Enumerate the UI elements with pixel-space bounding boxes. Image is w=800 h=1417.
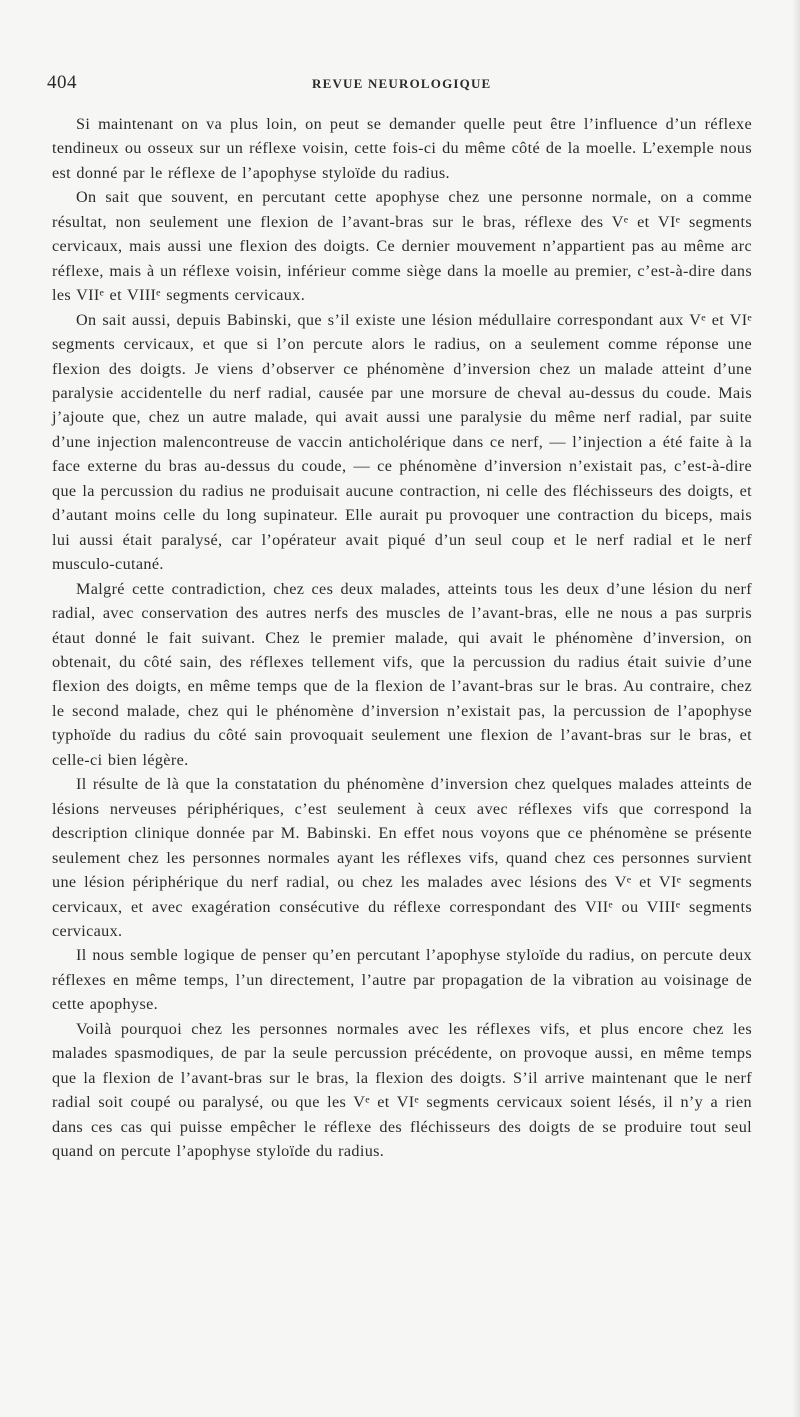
- paragraph-3: On sait aussi, depuis Babinski, que s’il existe une lésion médullaire correspondant aux Vᵉ et VIᵉ segments cervicaux, et que si l’on percute alors le radius, on a seulement comme réponse une flexion des doigts. Je viens d’observer ce phénomène d’inversion chez un malade atteint d’une paralysie accidentelle du nerf radial, causée par une morsure de cheval au-dessus du coude. Mais j’ajoute que, chez un autre malade, qui avait aussi une paralysie du même nerf radial, par suite d’une injection malencontreuse de vaccin anticholérique dans ce nerf, — l’injection a été faite à la face externe du bras au-dessus du coude, — ce phénomène d’inversion n’existait pas, c’est-à-dire que la percussion du radius ne produisait aucune contraction, ni celle des fléchisseurs des doigts, et d’autant moins celle du long supinateur. Elle aurait pu provoquer une contraction du biceps, mais lui aussi était paralysé, car l’opérateur avait piqué d’un seul coup et le nerf radial et le nerf musculo-cutané.: [52, 310, 752, 574]
- paragraph-2: On sait que souvent, en percutant cette apophyse chez une personne normale, on a comme résultat, non seulement une flexion de l’avant-bras sur le bras, réflexe des Vᵉ et VIᵉ segments cervicaux, mais aussi une flexion des doigts. Ce dernier mouvement n’appartient pas au même arc réflexe, mais à un réflexe voisin, inférieur comme siège dans la moelle au premier, c’est-à-dire dans les VIIᵉ et VIIIᵉ segments cervicaux.: [52, 188, 752, 305]
- paragraph-1: Si maintenant on va plus loin, on peut se demander quelle peut être l’influence d’un réflexe tendineux ou osseux sur un réflexe voisin, cette fois-ci du même côté de la moelle. L’exemple nous est donné par le réflexe de l’apophyse styloïde du radius.: [52, 115, 752, 182]
- running-head: REVUE NEUROLOGIQUE: [312, 76, 492, 91]
- page-edge-shadow: [792, 0, 800, 1417]
- paragraph-5: Il résulte de là que la constatation du phénomène d’inversion chez quelques malades atteints de lésions nerveuses périphériques, c’est seulement à ceux avec réflexes vifs que correspond la description clinique donnée par M. Babinski. En effet nous voyons que ce phénomène se présente seulement chez les personnes normales ayant les réflexes vifs, quand chez ces personnes survient une lésion périphérique du nerf radial, ou chez les malades avec lésions des Vᵉ et VIᵉ segments cervicaux, et avec exagération consécutive du réflexe correspondant des VIIᵉ ou VIIIᵉ segments cervicaux.: [52, 775, 752, 940]
- paragraph-7: Voilà pourquoi chez les personnes normales avec les réflexes vifs, et plus encore chez les malades spasmodiques, de par la seule percussion précédente, on provoque aussi, en même temps que la flexion de l’avant-bras sur le bras, la flexion des doigts. S’il arrive maintenant que le nerf radial soit coupé ou paralysé, ou que les Vᵉ et VIᵉ segments cervicaux soient lésés, il n’y a rien dans ces cas qui puisse empêcher le réflexe des fléchisseurs des doigts de se produire tout seul quand on percute l’apophyse styloïde du radius.: [52, 1019, 752, 1161]
- paragraph-6: Il nous semble logique de penser qu’en percutant l’apophyse styloïde du radius, on percute deux réflexes en même temps, l’un directement, l’autre par propagation de la vibration au voisinage de cette apophyse.: [52, 946, 752, 1014]
- article-body: [52, 112, 752, 1163]
- page-header: [47, 72, 753, 96]
- paragraph-4: Malgré cette contradiction, chez ces deux malades, atteints tous les deux d’une lésion du nerf radial, avec conservation des autres nerfs des muscles de l’avant-bras, elle ne nous a pas surpris étaut donné le fait suivant. Chez le premier malade, qui avait le phénomène d’inversion, on obtenait, du côté sain, des réflexes tellement vifs, que la percussion du radius était suivie d’une flexion des doigts, en même temps que de la flexion de l’avant-bras sur le bras. Au contraire, chez le second malade, chez qui le phénomène d’inversion n’existait pas, la percussion de l’apophyse typhoïde du radius du côté sain provoquait seulement une flexion de l’avant-bras sur le bras, et celle-ci bien légère.: [52, 579, 752, 769]
- page-number: 404: [47, 72, 77, 93]
